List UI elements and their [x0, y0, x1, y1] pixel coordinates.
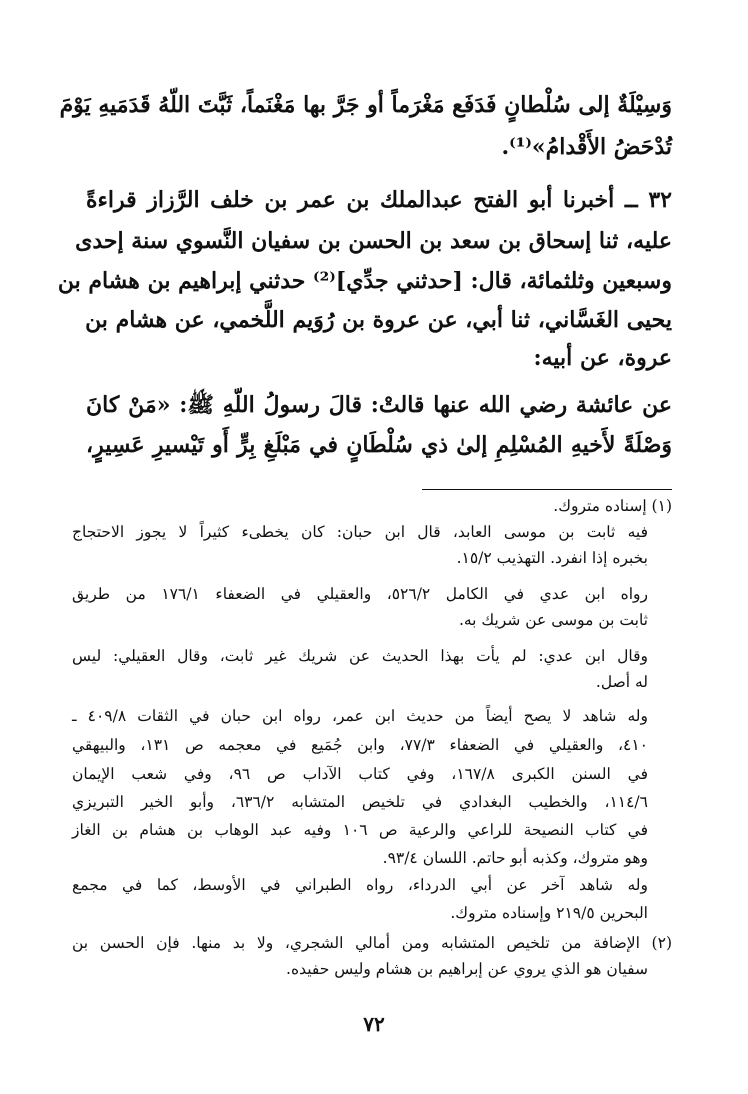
footnote-line: البحرين ٢١٩/٥ وإسناده متروك. — [450, 904, 648, 922]
hadith-32-line-1: ٣٢ ــ أخبرنا أبو الفتح عبدالملك بن عمر بن خلف الرَّزاز قراءةً — [86, 187, 672, 213]
footnote-line: في كتاب النصيحة للراعي والرعية ص ١٠٦ وفيه عبد الوهاب بن هشام بن الغاز — [72, 821, 648, 839]
footnote-line: فيه ثابت بن موسى العابد، قال ابن حبان: كان يخطىء كثيراً لا يجوز الاحتجاج — [72, 523, 648, 541]
footnote-2-line-2: سفيان هو الذي يروي عن إبراهيم بن هشام وليس حفيده. — [286, 960, 648, 978]
hadith-32-line-5: عروة، عن أبيه: — [533, 345, 672, 371]
footnote-line: ١١٤/٦، والخطيب البغدادي في تلخيص المتشابه ٦٣٦/٢، وأبو الخير التبريزي — [72, 793, 648, 811]
hadith-text-line-1: عن عائشة رضي الله عنها قالتْ: قالَ رسولُ اللّهِ ﷺ: «مَنْ كانَ — [86, 392, 672, 418]
main-text-line-1: وَسِيْلَةٌ إلى سُلْطانٍ فَدَفَع مَغْرَماً أو جَرَّ بها مَغْنَماً، ثَبَّتَ اللّهُ قَدَمَيهِ يَوْمَ — [59, 92, 672, 118]
main-text-line-2: تُدْحَضُ الأَقْدامُ»⁽¹⁾. — [501, 134, 672, 160]
footnote-1-heading: (١) إسناده متروك. — [553, 497, 672, 515]
footnote-line: وقال ابن عدي: لم يأت بهذا الحديث عن شريك غير ثابت، وقال العقيلي: ليس — [72, 647, 648, 665]
footnote-line: وله شاهد آخر عن أبي الدرداء، رواه الطبراني في الأوسط، كما في مجمع — [72, 876, 648, 894]
footnote-line: رواه ابن عدي في الكامل ٥٢٦/٢، والعقيلي في الضعفاء ١٧٦/١ من طريق — [72, 585, 648, 603]
hadith-32-line-3: وسبعين وثلثمائة، قال: [حدثني جدِّي]⁽²⁾ حدثني إبراهيم بن هشام بن — [57, 268, 672, 294]
footnote-line: في السنن الكبرى ١٦٧/٨، وفي كتاب الآداب ص ٩٦، وفي شعب الإيمان — [72, 765, 648, 783]
footnote-line: ثابت بن موسى عن شريك به. — [458, 611, 648, 629]
footnote-line: وله شاهد لا يصح أيضاً من حديث ابن عمر، رواه ابن حبان في الثقات ٤٠٩/٨ ـ — [72, 707, 649, 725]
footnote-line: له أصل. — [595, 673, 648, 691]
footnote-line: وهو متروك، وكذبه أبو حاتم. اللسان ٩٣/٤. — [382, 849, 648, 867]
footnote-divider — [422, 489, 672, 490]
footnote-line: بخبره إذا انفرد. التهذيب ١٥/٢. — [456, 549, 648, 567]
page-number: ٧٢ — [363, 1012, 385, 1036]
footnote-line: ٤١٠، والعقيلي في الضعفاء ٧٧/٣، وابن جُمَيع في معجمه ص ١٣١، والبيهقي — [72, 736, 648, 754]
footnote-2-line-1: (٢) الإضافة من تلخيص المتشابه ومن أمالي الشجري، ولا بد منها. فإن الحسن بن — [72, 934, 672, 952]
hadith-32-line-4: يحيى الغَسَّاني، ثنا أبي، عن عروة بن رُوَيم اللَّخمي، عن هشام بن — [85, 307, 672, 333]
hadith-text-line-2: وَصْلَةً لأَخيهِ المُسْلِمِ إلىٰ ذي سُلْطَانٍ في مَبْلَغِ بِرٍّ أَو تَيْسيرِ عَسِيرٍ، — [86, 432, 672, 458]
hadith-32-line-2: عليه، ثنا إسحاق بن سعد بن الحسن بن سفيان النَّسوي سنة إحدى — [75, 228, 672, 254]
